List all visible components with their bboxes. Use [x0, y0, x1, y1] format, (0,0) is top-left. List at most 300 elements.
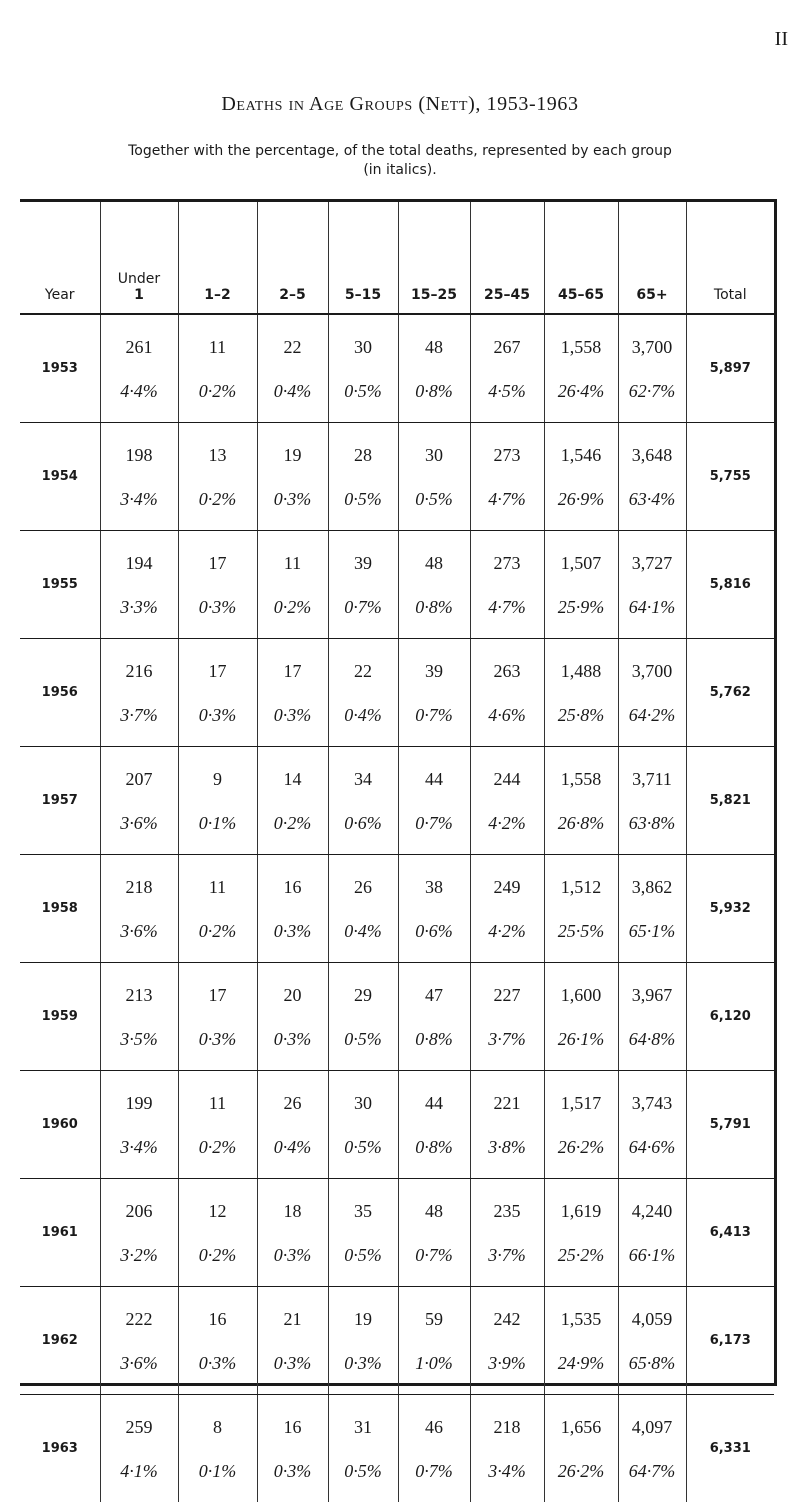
- death-count: 261: [125, 337, 153, 358]
- total-cell: 5,755: [686, 422, 774, 530]
- death-count: 17: [208, 553, 227, 573]
- header-65-plus: 65+: [618, 202, 686, 314]
- death-percentage: 0·7%: [415, 813, 453, 833]
- death-count: 3,743: [631, 1093, 673, 1113]
- year-cell: 1958: [20, 854, 100, 962]
- header-1-2: 1–2: [178, 202, 257, 314]
- age-group-cell: [398, 854, 470, 962]
- death-count: 1,600: [560, 985, 602, 1005]
- death-percentage: 3·7%: [488, 1029, 526, 1049]
- death-count: 213: [125, 985, 153, 1005]
- death-percentage: 0·3%: [273, 1461, 312, 1482]
- death-count: 4,097: [631, 1417, 673, 1438]
- age-group-cell: [328, 746, 398, 854]
- death-percentage: 0·1%: [198, 1461, 237, 1482]
- death-percentage: 64·1%: [628, 597, 676, 617]
- death-percentage: 26·4%: [557, 381, 605, 402]
- age-group-cell: [544, 422, 618, 530]
- death-count: 46: [425, 1417, 443, 1438]
- year-cell: 1960: [20, 1070, 100, 1178]
- age-group-cell: [618, 1394, 686, 1502]
- year-cell: 1954: [20, 422, 100, 530]
- age-group-cell: [618, 530, 686, 638]
- age-group-cell: [257, 1286, 328, 1394]
- death-percentage: 0·7%: [415, 1245, 453, 1265]
- age-group-cell: [544, 1394, 618, 1502]
- death-count: 1,512: [560, 877, 602, 897]
- death-percentage: 25·8%: [557, 705, 605, 725]
- age-group-cell: [100, 746, 178, 854]
- death-percentage: 3·8%: [488, 1137, 526, 1157]
- caption-line-2: (in italics).: [363, 162, 437, 178]
- death-count: 207: [125, 769, 153, 789]
- death-percentage: 0·4%: [344, 705, 382, 725]
- table-row: [20, 1286, 774, 1394]
- death-percentage: 3·7%: [488, 1245, 526, 1265]
- death-count: 26: [283, 1093, 302, 1113]
- age-group-cell: [470, 1394, 544, 1502]
- age-group-cell: [470, 314, 544, 422]
- death-count: 14: [283, 769, 302, 789]
- death-count: 4,059: [631, 1309, 673, 1329]
- age-group-cell: [470, 530, 544, 638]
- death-count: 30: [354, 1093, 372, 1113]
- death-percentage: 3·7%: [120, 705, 158, 725]
- age-group-cell: [100, 1394, 178, 1502]
- header-year: Year: [20, 202, 100, 314]
- header-under-1-line-a: Under: [117, 271, 161, 287]
- death-count: 198: [125, 445, 153, 465]
- death-percentage: 4·1%: [120, 1461, 158, 1482]
- table-row: [20, 1070, 774, 1178]
- header-under-1-line-b: 1: [134, 287, 144, 303]
- age-group-cell: [178, 746, 257, 854]
- death-count: 11: [208, 877, 227, 897]
- age-group-cell: [544, 1070, 618, 1178]
- death-percentage: 0·3%: [273, 1353, 312, 1373]
- death-count: 35: [354, 1201, 372, 1221]
- death-percentage: 3·5%: [120, 1029, 158, 1049]
- death-count: 4,240: [631, 1201, 673, 1221]
- age-group-cell: [618, 746, 686, 854]
- death-percentage: 0·3%: [198, 705, 237, 725]
- death-count: 1,535: [560, 1309, 602, 1329]
- header-total: Total: [686, 202, 774, 314]
- table-row: [20, 962, 774, 1070]
- death-percentage: 3·9%: [488, 1353, 526, 1373]
- death-count: 1,558: [560, 769, 602, 789]
- page-title: Deaths in Age Groups (Nett), 1953-1963: [221, 93, 579, 115]
- header-25-45: 25–45: [470, 202, 544, 314]
- age-group-cell: [544, 854, 618, 962]
- death-count: 1,507: [560, 553, 602, 573]
- page-number: II: [774, 28, 788, 50]
- death-count: 13: [208, 445, 227, 465]
- death-count: 1,517: [560, 1093, 602, 1113]
- age-group-cell: [100, 962, 178, 1070]
- death-count: 242: [493, 1309, 521, 1329]
- death-count: 38: [425, 877, 443, 897]
- death-percentage: 26·1%: [557, 1029, 605, 1049]
- age-group-cell: [100, 422, 178, 530]
- death-percentage: 0·3%: [198, 1029, 237, 1049]
- total-cell: 5,816: [686, 530, 774, 638]
- age-group-cell: [398, 422, 470, 530]
- age-group-cell: [328, 1070, 398, 1178]
- age-group-cell: [470, 422, 544, 530]
- total-cell: 5,932: [686, 854, 774, 962]
- death-count: 8: [213, 1417, 222, 1438]
- death-count: 3,700: [631, 661, 673, 681]
- death-count: 59: [425, 1309, 443, 1329]
- age-group-cell: [544, 962, 618, 1070]
- age-group-cell: [398, 530, 470, 638]
- age-group-cell: [470, 854, 544, 962]
- death-count: 273: [493, 553, 521, 573]
- death-count: 18: [283, 1201, 302, 1221]
- death-count: 11: [283, 553, 302, 573]
- age-group-cell: [544, 1178, 618, 1286]
- death-count: 9: [213, 769, 222, 789]
- death-count: 235: [493, 1201, 521, 1221]
- death-count: 47: [425, 985, 443, 1005]
- age-group-cell: [618, 1286, 686, 1394]
- death-count: 39: [354, 553, 372, 573]
- death-count: 218: [125, 877, 153, 897]
- age-group-cell: [618, 314, 686, 422]
- header-row: [20, 202, 774, 314]
- total-cell: 6,173: [686, 1286, 774, 1394]
- death-count: 48: [425, 337, 443, 358]
- death-percentage: 0·3%: [273, 489, 312, 509]
- age-group-cell: [257, 530, 328, 638]
- death-count: 1,546: [560, 445, 602, 465]
- age-group-cell: [398, 1286, 470, 1394]
- death-percentage: 0·4%: [273, 1137, 312, 1157]
- death-percentage: 26·8%: [557, 813, 605, 833]
- death-count: 44: [425, 1093, 443, 1113]
- death-percentage: 0·3%: [198, 597, 237, 617]
- age-group-cell: [257, 854, 328, 962]
- age-group-cell: [544, 1286, 618, 1394]
- death-percentage: 0·2%: [198, 1137, 237, 1157]
- death-count: 28: [354, 445, 372, 465]
- deaths-table: [20, 202, 774, 1502]
- death-count: 22: [283, 337, 302, 358]
- table-body: [20, 314, 774, 1502]
- death-count: 244: [493, 769, 521, 789]
- death-percentage: 3·4%: [120, 489, 158, 509]
- age-group-cell: [618, 1178, 686, 1286]
- age-group-cell: [328, 854, 398, 962]
- death-percentage: 0·7%: [415, 705, 453, 725]
- age-group-cell: [100, 530, 178, 638]
- death-percentage: 0·7%: [344, 597, 382, 617]
- death-count: 17: [208, 661, 227, 681]
- death-percentage: 0·2%: [198, 921, 237, 941]
- death-count: 19: [283, 445, 302, 465]
- death-percentage: 0·4%: [344, 921, 382, 941]
- death-percentage: 64·2%: [628, 705, 676, 725]
- age-group-cell: [257, 1070, 328, 1178]
- death-count: 3,967: [631, 985, 673, 1005]
- death-count: 221: [493, 1093, 521, 1113]
- age-group-cell: [544, 530, 618, 638]
- death-count: 216: [125, 661, 153, 681]
- death-count: 199: [125, 1093, 153, 1113]
- death-count: 227: [493, 985, 521, 1005]
- age-group-cell: [398, 1070, 470, 1178]
- death-percentage: 3·6%: [120, 921, 158, 941]
- death-percentage: 0·5%: [344, 1137, 382, 1157]
- header-under-1: [100, 202, 178, 314]
- death-percentage: 4·4%: [120, 381, 158, 402]
- death-count: 34: [354, 769, 372, 789]
- age-group-cell: [398, 962, 470, 1070]
- death-count: 29: [354, 985, 372, 1005]
- age-group-cell: [257, 1394, 328, 1502]
- death-count: 16: [283, 877, 302, 897]
- table-row: [20, 314, 774, 422]
- death-percentage: 64·7%: [628, 1461, 676, 1482]
- age-group-cell: [328, 962, 398, 1070]
- death-count: 218: [493, 1417, 521, 1438]
- death-percentage: 25·2%: [557, 1245, 605, 1265]
- age-group-cell: [618, 854, 686, 962]
- age-group-cell: [257, 422, 328, 530]
- death-percentage: 3·6%: [120, 1353, 158, 1373]
- total-cell: 6,413: [686, 1178, 774, 1286]
- total-cell: 5,791: [686, 1070, 774, 1178]
- death-count: 1,619: [560, 1201, 602, 1221]
- age-group-cell: [398, 746, 470, 854]
- total-cell: 5,897: [686, 314, 774, 422]
- age-group-cell: [257, 314, 328, 422]
- death-percentage: 65·8%: [628, 1353, 676, 1373]
- age-group-cell: [257, 746, 328, 854]
- age-group-cell: [470, 1070, 544, 1178]
- table-row: [20, 746, 774, 854]
- age-group-cell: [328, 422, 398, 530]
- death-count: 16: [283, 1417, 302, 1438]
- death-percentage: 24·9%: [557, 1353, 605, 1373]
- death-percentage: 4·2%: [488, 921, 526, 941]
- death-percentage: 64·8%: [628, 1029, 676, 1049]
- death-count: 16: [208, 1309, 227, 1329]
- death-count: 3,727: [631, 553, 673, 573]
- death-percentage: 0·8%: [415, 597, 453, 617]
- death-percentage: 0·8%: [415, 1029, 453, 1049]
- header-2-5: 2–5: [257, 202, 328, 314]
- age-group-cell: [618, 422, 686, 530]
- death-percentage: 0·8%: [415, 381, 453, 402]
- age-group-cell: [398, 1394, 470, 1502]
- age-group-cell: [100, 1178, 178, 1286]
- death-percentage: 26·9%: [557, 489, 605, 509]
- age-group-cell: [178, 314, 257, 422]
- death-percentage: 4·5%: [488, 381, 526, 402]
- age-group-cell: [257, 1178, 328, 1286]
- table-row: [20, 1178, 774, 1286]
- death-count: 17: [208, 985, 227, 1005]
- age-group-cell: [328, 1394, 398, 1502]
- age-group-cell: [257, 638, 328, 746]
- death-percentage: 3·2%: [120, 1245, 158, 1265]
- death-count: 1,488: [560, 661, 602, 681]
- age-group-cell: [544, 746, 618, 854]
- age-group-cell: [328, 1286, 398, 1394]
- age-group-cell: [178, 962, 257, 1070]
- header-5-15: 5–15: [328, 202, 398, 314]
- death-percentage: 4·7%: [488, 597, 526, 617]
- age-group-cell: [398, 314, 470, 422]
- age-group-cell: [178, 1394, 257, 1502]
- age-group-cell: [328, 530, 398, 638]
- age-group-cell: [178, 422, 257, 530]
- death-percentage: 25·5%: [557, 921, 605, 941]
- death-count: 259: [125, 1417, 153, 1438]
- age-group-cell: [100, 1070, 178, 1178]
- death-percentage: 65·1%: [628, 921, 676, 941]
- table-caption: [60, 142, 740, 180]
- death-percentage: 0·5%: [344, 1245, 382, 1265]
- header-15-25: 15–25: [398, 202, 470, 314]
- death-count: 48: [425, 1201, 443, 1221]
- age-group-cell: [257, 962, 328, 1070]
- death-percentage: 4·6%: [488, 705, 526, 725]
- year-cell: 1962: [20, 1286, 100, 1394]
- table-row: [20, 422, 774, 530]
- age-group-cell: [178, 854, 257, 962]
- death-count: 206: [125, 1201, 153, 1221]
- death-count: 22: [354, 661, 372, 681]
- year-cell: 1957: [20, 746, 100, 854]
- deaths-table-frame: [20, 199, 777, 1482]
- age-group-cell: [328, 314, 398, 422]
- death-count: 17: [283, 661, 302, 681]
- death-percentage: 0·6%: [415, 921, 453, 941]
- death-percentage: 25·9%: [557, 597, 605, 617]
- total-cell: 5,762: [686, 638, 774, 746]
- death-percentage: 3·4%: [120, 1137, 158, 1157]
- death-count: 11: [208, 337, 227, 358]
- death-count: 273: [493, 445, 521, 465]
- table-row: [20, 854, 774, 962]
- death-percentage: 0·2%: [198, 489, 237, 509]
- death-percentage: 0·3%: [344, 1353, 382, 1373]
- age-group-cell: [178, 1070, 257, 1178]
- age-group-cell: [178, 638, 257, 746]
- death-percentage: 0·8%: [415, 1137, 453, 1157]
- age-group-cell: [618, 1070, 686, 1178]
- death-percentage: 0·3%: [273, 921, 312, 941]
- death-count: 263: [493, 661, 521, 681]
- death-percentage: 66·1%: [628, 1245, 676, 1265]
- death-percentage: 4·7%: [488, 489, 526, 509]
- death-percentage: 4·2%: [488, 813, 526, 833]
- age-group-cell: [100, 1286, 178, 1394]
- age-group-cell: [470, 638, 544, 746]
- death-percentage: 3·6%: [120, 813, 158, 833]
- death-percentage: 0·5%: [344, 1029, 382, 1049]
- death-count: 194: [125, 553, 153, 573]
- death-count: 1,656: [560, 1417, 602, 1438]
- death-count: 12: [208, 1201, 227, 1221]
- total-cell: 6,331: [709, 1440, 751, 1456]
- death-percentage: 26·2%: [557, 1461, 605, 1482]
- death-percentage: 0·2%: [273, 813, 312, 833]
- death-percentage: 0·1%: [198, 813, 237, 833]
- year-cell: 1956: [20, 638, 100, 746]
- death-count: 44: [425, 769, 443, 789]
- table-row: [20, 1394, 774, 1502]
- death-percentage: 63·4%: [628, 489, 676, 509]
- age-group-cell: [544, 638, 618, 746]
- death-percentage: 0·5%: [415, 489, 453, 509]
- death-count: 20: [283, 985, 302, 1005]
- death-count: 3,711: [632, 769, 672, 789]
- age-group-cell: [178, 1178, 257, 1286]
- death-count: 222: [125, 1309, 153, 1329]
- death-percentage: 0·5%: [344, 489, 382, 509]
- year-cell: 1953: [20, 314, 100, 422]
- death-percentage: 26·2%: [557, 1137, 605, 1157]
- death-percentage: 62·7%: [628, 381, 676, 402]
- year-cell: 1959: [20, 962, 100, 1070]
- year-cell: 1961: [20, 1178, 100, 1286]
- death-count: 21: [283, 1309, 302, 1329]
- death-percentage: 3·3%: [120, 597, 158, 617]
- age-group-cell: [618, 638, 686, 746]
- age-group-cell: [470, 1286, 544, 1394]
- death-percentage: 0·7%: [415, 1461, 453, 1482]
- death-percentage: 0·3%: [273, 1245, 312, 1265]
- death-count: 3,862: [631, 877, 673, 897]
- age-group-cell: [178, 530, 257, 638]
- death-count: 30: [354, 337, 372, 358]
- death-percentage: 0·2%: [198, 381, 237, 402]
- age-group-cell: [328, 638, 398, 746]
- death-count: 39: [425, 661, 443, 681]
- death-percentage: 0·5%: [344, 1461, 382, 1482]
- death-percentage: 0·2%: [273, 597, 312, 617]
- header-45-65: 45–65: [544, 202, 618, 314]
- age-group-cell: [100, 314, 178, 422]
- total-cell: 6,120: [686, 962, 774, 1070]
- death-count: 30: [425, 445, 443, 465]
- death-count: 48: [425, 553, 443, 573]
- death-percentage: 0·6%: [344, 813, 382, 833]
- age-group-cell: [178, 1286, 257, 1394]
- death-percentage: 3·4%: [488, 1461, 526, 1482]
- death-count: 31: [354, 1417, 372, 1438]
- age-group-cell: [470, 1178, 544, 1286]
- death-count: 26: [354, 877, 372, 897]
- death-percentage: 64·6%: [628, 1137, 676, 1157]
- death-percentage: 1·0%: [415, 1353, 453, 1373]
- death-count: 3,648: [631, 445, 673, 465]
- age-group-cell: [328, 1178, 398, 1286]
- death-count: 19: [354, 1309, 372, 1329]
- death-count: 11: [208, 1093, 227, 1113]
- death-count: 3,700: [631, 337, 673, 358]
- total-cell: 5,821: [686, 746, 774, 854]
- age-group-cell: [398, 1178, 470, 1286]
- death-percentage: 0·4%: [273, 381, 312, 402]
- death-percentage: 63·8%: [628, 813, 676, 833]
- death-percentage: 0·3%: [273, 705, 312, 725]
- age-group-cell: [398, 638, 470, 746]
